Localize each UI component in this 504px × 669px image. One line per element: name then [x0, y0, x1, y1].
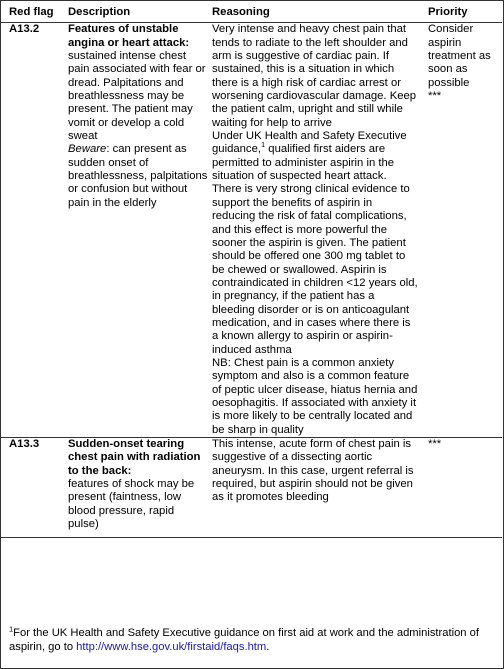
- beware-label: Beware: [68, 143, 107, 156]
- priority-stars: ***: [428, 90, 442, 103]
- footnote-text: For the UK Health and Safety Executive guidance on first aid at work and the administration of aspirin, go to: [9, 627, 479, 653]
- flag-code: A13.3: [9, 438, 40, 450]
- reasoning-paragraph: This intense, acute form of chest pain is suggestive of a dissecting aortic aneurysm. In this case, urgent referral is required, but aspirin should not be given as it promotes bleeding: [212, 438, 414, 504]
- footnote-reference: 1: [261, 140, 266, 150]
- footnote-link[interactable]: http://www.hse.gov.uk/firstaid/faqs.htm: [76, 641, 267, 653]
- description-title: Sudden-onset tearing chest pain with radiation to the back:: [68, 438, 201, 477]
- header-red-flag: Red flag: [0, 0, 62, 23]
- beware-text: : can present as sudden onset of breathlessness, palpitations or confusion but without pain in the elderly: [68, 143, 208, 209]
- reasoning-paragraph: NB: Chest pain is a common anxiety symptom and also is a common feature of peptic ulcer disease, hiatus hernia and oesophagitis. If associated with anxiety it is more likely to be centrally located and be sharp in quality: [212, 356, 418, 436]
- reasoning-cell: [208, 23, 422, 438]
- header-description: Description: [62, 0, 208, 23]
- description-title: Features of unstable angina or heart attack:: [68, 23, 190, 49]
- reasoning-cell: [208, 438, 422, 538]
- flag-code: A13.2: [9, 23, 40, 36]
- reasoning-text: Under UK Health and Safety Executive guidance,: [212, 130, 407, 156]
- flag-cell: [0, 438, 62, 538]
- table-header-row: [0, 0, 502, 23]
- priority-cell: [422, 438, 502, 538]
- flag-cell: [0, 23, 62, 438]
- priority-cell: [422, 23, 502, 438]
- description-body: features of shock may be present (faintness, low blood pressure, rapid pulse): [68, 478, 195, 531]
- header-reasoning: Reasoning: [208, 0, 422, 23]
- priority-text: Consider aspirin treatment as soon as possible: [428, 23, 491, 89]
- reasoning-paragraph: [212, 130, 418, 357]
- reasoning-text: qualified first aiders are permitted to administer aspirin in the situation of suspected heart attack. There is very strong clinical evidence to support the benefits of aspirin in reducing the risk of fatal complications, and this effect is more powerful the sooner the aspirin is given. The patient should be offered one 300 mg tablet to be chewed or swallowed. Aspirin is contraindicated in children <12 years old, in pregnancy, if the patient has a bleeding disorder or is on anticoagulant medication, and in cases where there is a known allergy to aspirin or aspirin-induced asthma: [212, 143, 418, 356]
- description-cell: [62, 23, 208, 438]
- description-cell: [62, 438, 208, 538]
- header-priority: Priority: [422, 0, 502, 23]
- description-body: sustained intense chest pain associated with fear or dread. Palpitations and breathlessness may be present. The patient may vomit or develop a cold sweat: [68, 50, 206, 143]
- table-row: [0, 438, 502, 538]
- footnote-end: .: [266, 641, 270, 653]
- priority-stars: ***: [428, 438, 442, 450]
- footnote: [9, 626, 493, 654]
- footnote-marker: 1: [9, 624, 14, 634]
- table-row: [0, 23, 502, 438]
- reasoning-paragraph: Very intense and heavy chest pain that tends to radiate to the left shoulder and arm is suggestive of cardiac pain. If sustained, this is a situation in which there is a high risk of cardiac arrest or worsening cardiovascular damage. Keep the patient calm, upright and still while waiting for help to arrive: [212, 23, 417, 129]
